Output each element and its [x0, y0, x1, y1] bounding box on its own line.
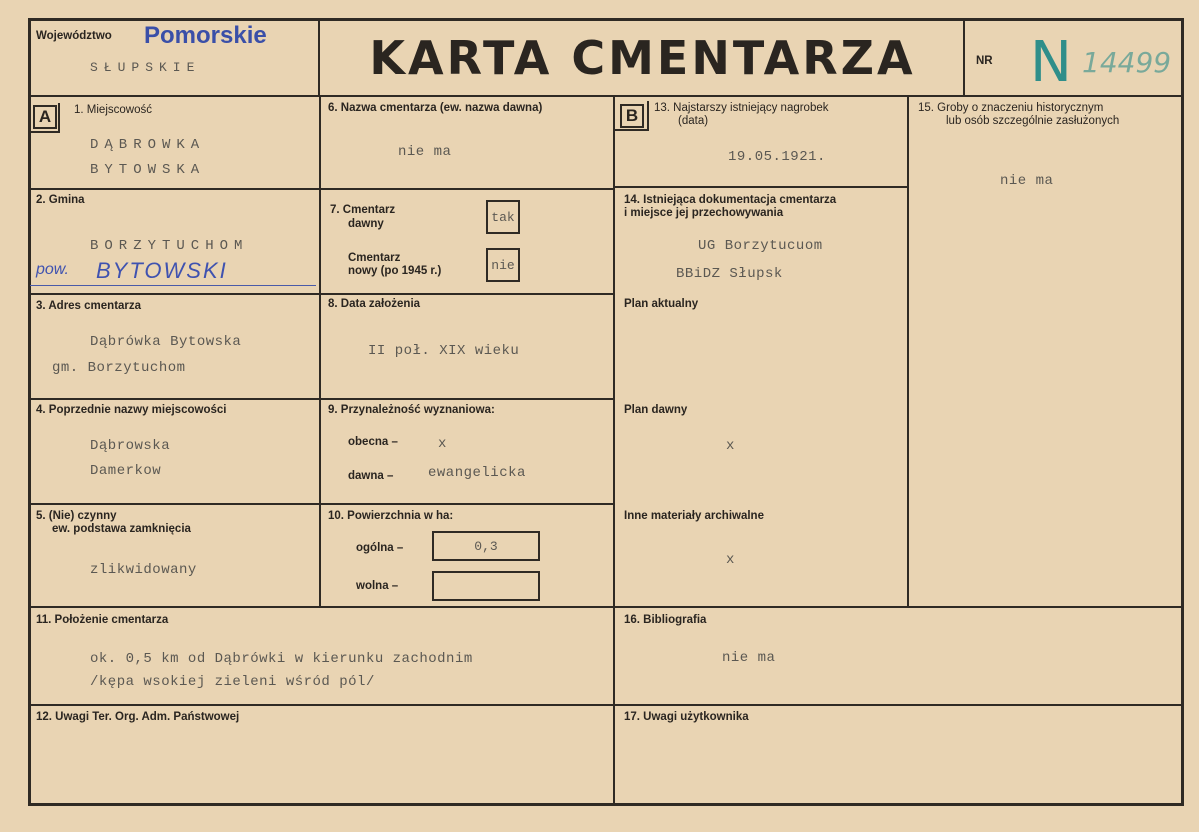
grid-line [615, 129, 649, 131]
field-16-value: nie ma [722, 650, 776, 666]
field-2-pow-prefix: pow. [36, 261, 69, 278]
section-a-marker: A [33, 105, 57, 129]
field-4-label: 4. Poprzednie nazwy miejscowości [36, 404, 227, 416]
grid-line [319, 95, 321, 606]
field-2-pow-value: BYTOWSKI [96, 258, 228, 283]
field-15-value: nie ma [1000, 173, 1054, 189]
grid-line [58, 103, 60, 133]
field-7-nowy-checkbox[interactable]: nie [486, 248, 520, 282]
wojewodztwo-stamp: Pomorskie [144, 22, 267, 49]
field-3-label: 3. Adres cmentarza [36, 300, 142, 312]
field-10-wolna-label: wolna – [356, 580, 399, 592]
field-7-dawny-label-2: dawny [348, 218, 384, 230]
grid-line [613, 95, 615, 805]
field-6-label: 6. Nazwa cmentarza (ew. nazwa dawna) [328, 102, 543, 114]
grid-line [28, 503, 614, 505]
field-7-nowy-label-1: Cmentarz [348, 252, 401, 264]
field-13-value: 19.05.1921. [728, 149, 826, 165]
grid-line [28, 606, 1184, 608]
field-10-ogolna-label: ogólna – [356, 542, 404, 554]
field-10-label: 10. Powierzchnia w ha: [328, 510, 454, 522]
plan-dawny-value: x [726, 438, 735, 454]
field-9-obecna-label: obecna – [348, 436, 398, 448]
field-1-line1: DĄBROWKA [90, 137, 206, 153]
field-1-line2: BYTOWSKA [90, 162, 206, 178]
field-7-nowy-label-2: nowy (po 1945 r.) [348, 265, 442, 277]
field-13-label-1: 13. Najstarszy istniejący nagrobek [654, 102, 829, 114]
field-3-line1: Dąbrówka Bytowska [90, 334, 242, 350]
field-11-line2: /kępa wsokiej zieleni wśród pól/ [90, 674, 375, 690]
nr-label: NR [976, 55, 993, 67]
grid-line [28, 704, 1184, 706]
field-2-value: BORZYTUCHOM [90, 238, 249, 254]
grid-line [907, 95, 909, 606]
nr-number: 14499 [1082, 46, 1172, 79]
grid-line [28, 188, 614, 190]
field-5-label-2: ew. podstawa zamknięcia [52, 523, 191, 535]
field-9-dawna-label: dawna – [348, 470, 394, 482]
field-5-label-1: 5. (Nie) czynny [36, 510, 117, 522]
field-7-dawny-label-1: 7. Cmentarz [330, 204, 396, 216]
field-8-label: 8. Data założenia [328, 298, 421, 310]
nr-letter: N [1030, 30, 1072, 95]
grid-line [30, 131, 60, 133]
field-14-line2: BBiDZ Słupsk [676, 266, 783, 282]
field-12-label: 12. Uwagi Ter. Org. Adm. Państwowej [36, 711, 240, 723]
field-4-line2: Damerkow [90, 463, 162, 479]
field-3-line2: gm. Borzytuchom [52, 360, 186, 376]
wojewodztwo-typed: SŁUPSKIE [90, 60, 201, 75]
field-15-label-1: 15. Groby o znaczeniu historycznym [918, 102, 1104, 114]
grid-line [28, 293, 614, 295]
field-10-wolna-field[interactable] [432, 571, 540, 601]
field-9-label: 9. Przynależność wyznaniowa: [328, 404, 495, 416]
field-17-label: 17. Uwagi użytkownika [624, 711, 749, 723]
field-13-label-2: (data) [678, 115, 709, 127]
grid-line [28, 398, 614, 400]
field-9-dawna-value: ewangelicka [428, 465, 526, 481]
field-16-label: 16. Bibliografia [624, 614, 707, 626]
field-10-ogolna-field[interactable]: 0,3 [432, 531, 540, 561]
field-14-label-2: i miejsce jej przechowywania [624, 207, 784, 219]
field-1-label: 1. Miejscowość [74, 104, 152, 116]
field-11-line1: ok. 0,5 km od Dąbrówki w kierunku zachodnim [90, 651, 473, 667]
inne-materialy-label: Inne materiały archiwalne [624, 510, 764, 522]
field-14-line1: UG Borzytucuom [698, 238, 823, 254]
field-15-label-2: lub osób szczególnie zasłużonych [946, 115, 1120, 127]
plan-dawny-label: Plan dawny [624, 404, 688, 416]
grid-line [614, 186, 908, 188]
field-7-dawny-checkbox[interactable]: tak [486, 200, 520, 234]
wojewodztwo-label: Województwo [36, 30, 112, 42]
plan-aktualny-label: Plan aktualny [624, 298, 699, 310]
field-2-label: 2. Gmina [36, 194, 85, 206]
field-6-value: nie ma [398, 144, 452, 160]
field-5-value: zlikwidowany [90, 562, 197, 578]
underline [30, 285, 316, 286]
field-8-value: II poł. XIX wieku [368, 343, 520, 359]
field-14-label-1: 14. Istniejąca dokumentacja cmentarza [624, 194, 837, 206]
field-9-obecna-value: x [438, 436, 447, 452]
field-4-line1: Dąbrowska [90, 438, 171, 454]
grid-line [647, 101, 649, 131]
section-b-marker: B [620, 104, 644, 128]
field-11-label: 11. Położenie cmentarza [36, 614, 169, 626]
inne-materialy-value: x [726, 552, 735, 568]
card-title: KARTA CMENTARZA [369, 31, 916, 85]
